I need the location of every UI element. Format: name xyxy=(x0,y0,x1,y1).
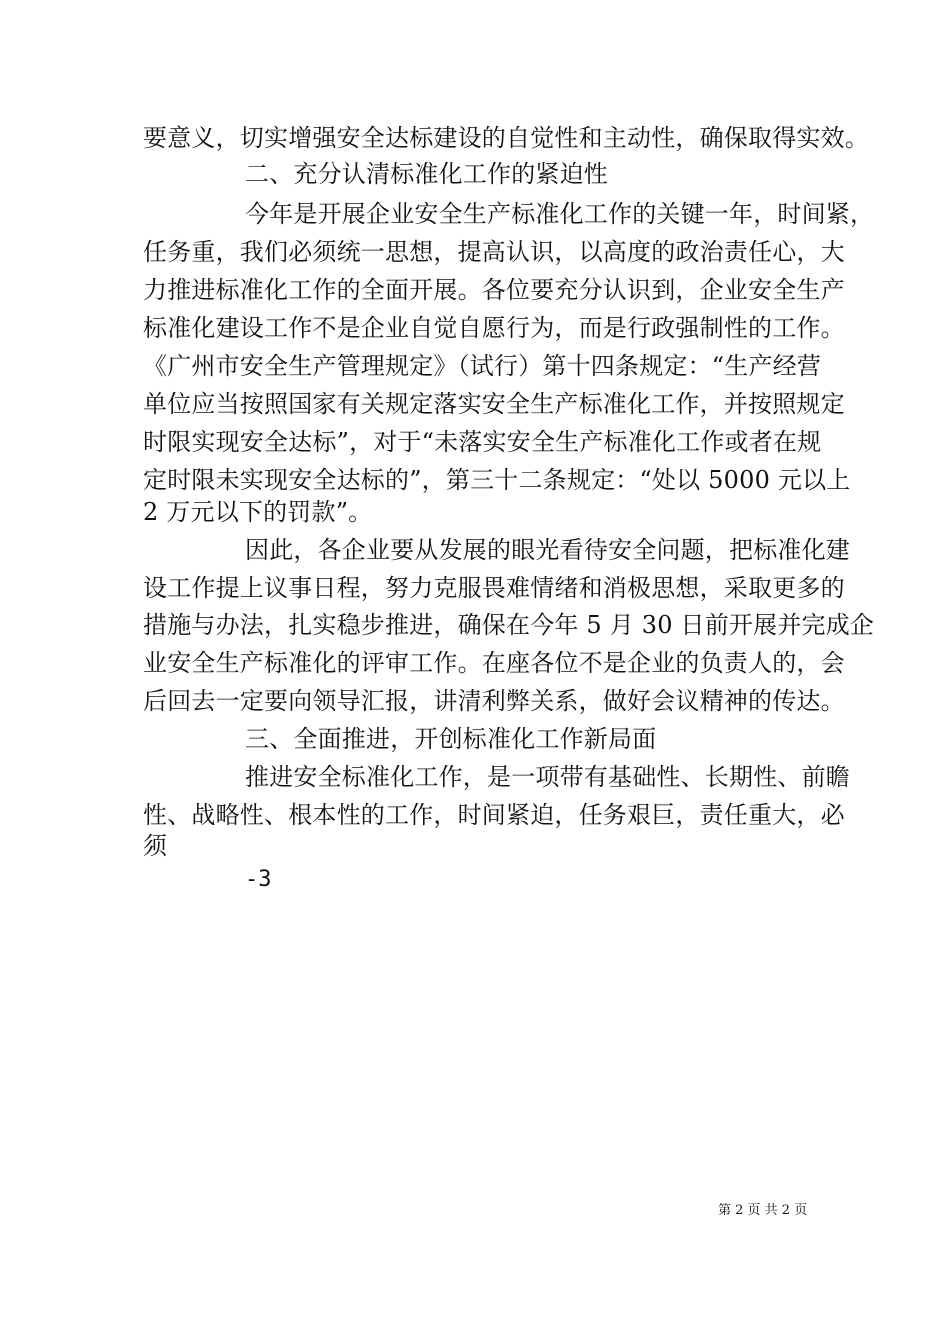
body-text-line: 后回去一定要向领导汇报，讲清利弊关系，做好会议精神的传达。 xyxy=(143,687,845,715)
body-text-line: 须 xyxy=(143,832,168,860)
body-text-line: 业安全生产标准化的评审工作。在座各位不是企业的负责人的，会 xyxy=(143,649,845,677)
page-footer: 第 2 页 共 2 页 xyxy=(718,1203,808,1218)
body-text-line: 单位应当按照国家有关规定落实安全生产标准化工作，并按照规定 xyxy=(143,390,845,418)
body-text-line: 2 万元以下的罚款”。 xyxy=(143,498,373,526)
page-marker: -3 xyxy=(245,867,272,892)
body-text-line: 定时限未实现安全达标的”，第三十二条规定：“处以 5000 元以上 xyxy=(143,466,851,494)
body-text-line: 标准化建设工作不是企业自觉自愿行为，而是行政强制性的工作。 xyxy=(143,314,845,342)
body-text-line: 力推进标准化工作的全面开展。各位要充分认识到，企业安全生产 xyxy=(143,276,845,304)
body-text-line: 《广州市安全生产管理规定》（试行）第十四条规定：“生产经营 xyxy=(143,352,822,380)
body-text-line: 性、战略性、根本性的工作，时间紧迫，任务艰巨，责任重大，必 xyxy=(143,801,845,829)
body-text-line: 设工作提上议事日程，努力克服畏难情绪和消极思想，采取更多的 xyxy=(143,574,845,602)
body-text-line: 措施与办法，扎实稳步推进，确保在今年 5 月 30 日前开展并完成企 xyxy=(143,611,875,639)
body-text-line: 时限实现安全达标”，对于“未落实安全生产标准化工作或者在规 xyxy=(143,428,822,456)
body-text-line: 因此，各企业要从发展的眼光看待安全问题，把标准化建 xyxy=(245,536,850,564)
body-text-line: 任务重，我们必须统一思想，提高认识，以高度的政治责任心，大 xyxy=(143,238,845,266)
body-text-line: 今年是开展企业安全生产标准化工作的关键一年，时间紧， xyxy=(245,200,875,228)
body-text-line: 推进安全标准化工作，是一项带有基础性、长期性、前瞻 xyxy=(245,763,850,791)
body-text-line: 要意义，切实增强安全达标建设的自觉性和主动性，确保取得实效。 xyxy=(143,124,869,152)
section-heading: 二、充分认清标准化工作的紧迫性 xyxy=(245,160,608,188)
section-heading: 三、全面推进，开创标准化工作新局面 xyxy=(245,725,657,753)
